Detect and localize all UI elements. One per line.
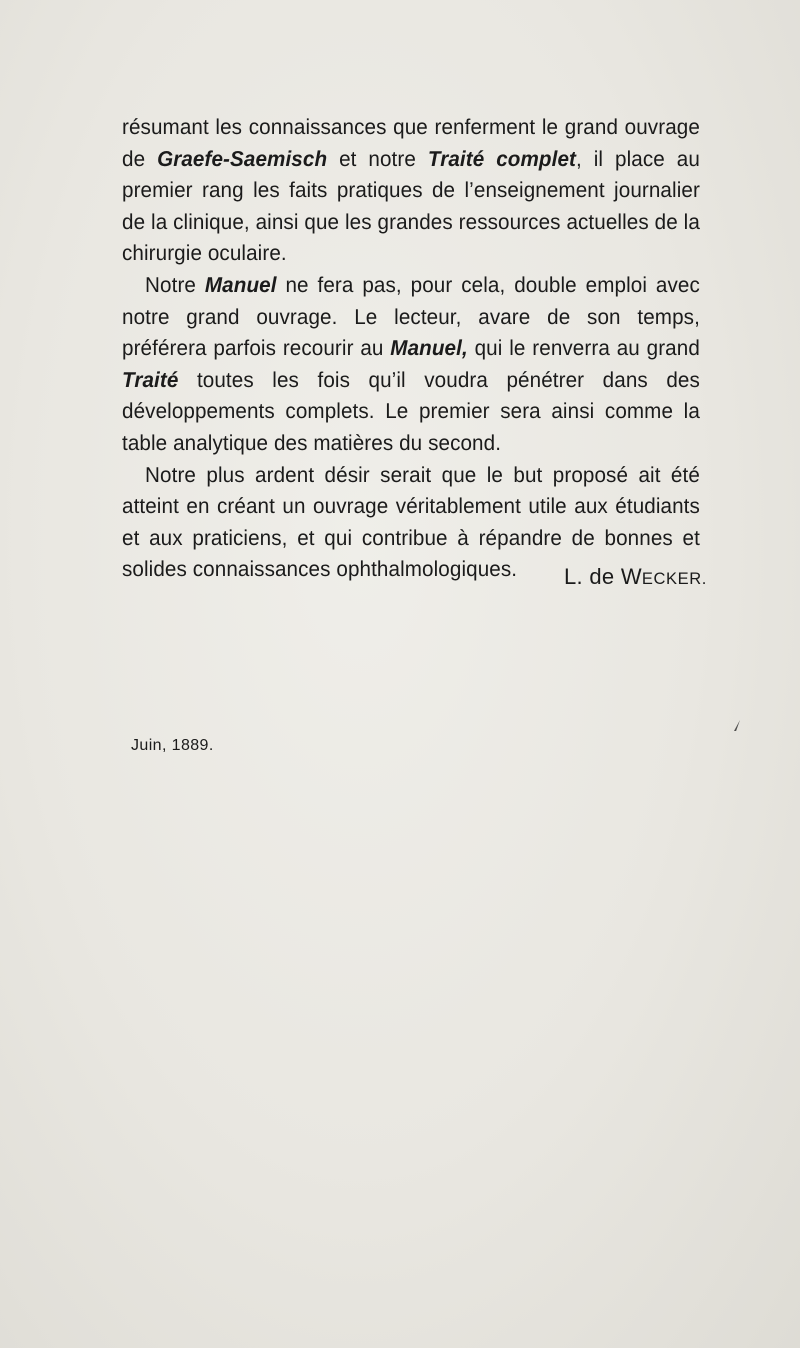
paragraph-1-italic-graefe-saemisch: Graefe-Saemisch <box>157 146 328 171</box>
paragraph-1-text-3: , il place au premier rang les faits pratiques de l’enseignement journalier de la clinique, ainsi que les grandes ressources actuelles de la chirurgie oculaire. <box>122 146 700 266</box>
date-line: Juin, 1889. <box>131 737 214 754</box>
paragraph-2-text-1: Notre <box>145 272 205 297</box>
signature-prefix: L. de W <box>564 564 642 589</box>
paragraph-2-italic-traite: Traité <box>122 367 179 392</box>
paragraph-1-text-1: résumant les connaissances que renferment le grand ouvrage de <box>122 115 700 171</box>
paragraph-2 <box>122 270 700 460</box>
signature <box>564 564 707 590</box>
paragraph-1 <box>122 112 700 270</box>
paragraph-2-text-3: qui le renverra au grand <box>467 336 700 361</box>
paragraph-1-text-2: et notre <box>327 146 428 171</box>
paragraph-2-italic-manuel-2: Manuel, <box>390 336 468 361</box>
paragraph-2-text-2: ne fera pas, pour cela, double emploi avec notre grand ouvrage. Le lecteur, avare de son temps, préférera parfois recourir au <box>122 272 700 361</box>
paragraph-3: Notre plus ardent désir serait que le but proposé ait été atteint en créant un ouvrage véritablement utile aux étudiants et aux praticiens, et qui contribue à répandre de bonnes et solides connaissances ophthalmologiques. <box>122 462 700 582</box>
paragraph-1-italic-traite-complet: Traité complet <box>427 146 577 171</box>
paragraph-2-text-4: toutes les fois qu’il voudra pénétrer dans des développements complets. Le premier sera ainsi comme la table analytique des matières du second. <box>122 367 700 455</box>
body-text <box>122 112 700 586</box>
ink-speck <box>734 720 740 731</box>
paragraph-2-italic-manuel: Manuel <box>204 272 277 297</box>
signature-small-caps: ECKER. <box>641 570 707 588</box>
